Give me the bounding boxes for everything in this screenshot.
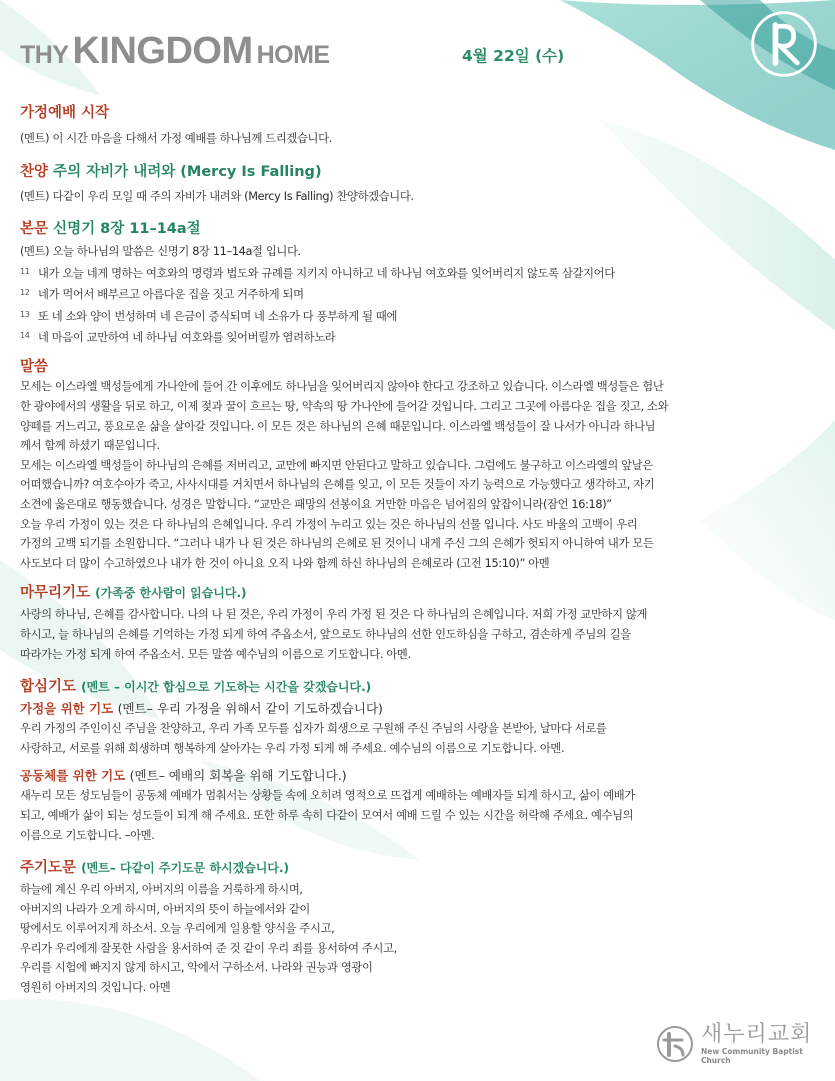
opening-ment: (멘트) 이 시간 마음을 다해서 가정 예배를 하나님께 드리겠습니다. bbox=[20, 132, 332, 145]
sermon-line: 소견에 옳은대로 행동했습니다. 성경은 말합니다. “교만은 패망의 선봉이요 거만한 마음은 넘어짐의 앞잡이니라(잠언 16:18)” bbox=[20, 497, 612, 511]
thy-kingdom-logo-icon bbox=[746, 6, 822, 82]
verse-number: 14 bbox=[20, 331, 30, 340]
joint-prayer-label: 합심기도 bbox=[20, 679, 77, 696]
verse-line bbox=[20, 283, 820, 304]
family-prayer-line: 사랑하고, 서로를 위해 희생하며 행복하게 살아가는 우리 가정 되게 해 주세요. 예수님의 이름으로 기도합니다. 아멘. bbox=[20, 741, 565, 755]
community-prayer-line: 새누리 모든 성도님들이 공동체 예배가 멈춰서는 상황들 속에 오히려 영적으로 뜨겁게 예배하는 예배자들 되게 하시고, 삶이 예배가 bbox=[20, 789, 635, 803]
lords-prayer-label: 주기도문 bbox=[20, 860, 77, 877]
sermon-line: 모세는 이스라엘 백성들이 하나님의 은혜를 저버리고, 교만에 빠지면 안된다고 말하고 있습니다. 그럼에도 불구하고 이스라엘의 앞날은 bbox=[20, 458, 653, 472]
verse-line bbox=[20, 326, 820, 347]
section-heading-lords-prayer bbox=[20, 858, 820, 878]
community-prayer-line: 되고, 예배가 삶이 되는 성도들이 되게 해 주세요. 또한 하루 속히 다같이 모여서 예배 드릴 수 있는 시간을 허락해 주세요. 예수님의 bbox=[20, 808, 634, 822]
church-name-english: New Community Baptist Church bbox=[700, 1047, 803, 1065]
section-heading-closing-prayer bbox=[20, 583, 820, 603]
closing-prayer-label: 마무리기도 bbox=[20, 585, 91, 602]
sermon-line: 사도보다 더 많이 수고하였으나 내가 한 것이 아니요 오직 나와 함께 하신 하나님의 은혜로라 (고전 15:10)” 아멘 bbox=[20, 556, 550, 570]
praise-label: 찬양 bbox=[20, 163, 49, 180]
closing-prayer-line: 사랑의 하나님, 은혜를 감사합니다. 나의 나 된 것은, 우리 가정이 우리 가정 된 것은 다 하나님의 은혜입니다. 저희 가정 교만하지 않게 bbox=[20, 608, 648, 622]
family-prayer-heading bbox=[20, 699, 820, 719]
sermon-line: 모세는 이스라엘 백성들에게 가나안에 들어 간 이후에도 하나님을 잊어버리지 않아야 한다고 강조하고 있습니다. 이스라엘 백성들은 험난 bbox=[20, 380, 664, 394]
verse-line bbox=[20, 262, 820, 283]
praise-song-title: 주의 자비가 내려와 (Mercy Is Falling) bbox=[53, 163, 322, 180]
sermon-line: 양떼를 거느리고, 풍요로운 삶을 살아갈 것입니다. 이 모든 것은 하나님의 은혜 때문입니다. 이스라엘 백성들이 잘 나서가 아니라 하나님 bbox=[20, 419, 656, 433]
scripture-intro: (멘트) 오늘 하나님의 말씀은 신명기 8장 11–14a절 입니다. bbox=[20, 245, 301, 259]
title-word-thy: THY bbox=[20, 41, 69, 69]
title-word-home: HOME bbox=[256, 41, 330, 69]
page-title bbox=[20, 30, 330, 73]
closing-prayer-line: 하시고, 늘 하나님의 은혜를 기억하는 가정 되게 하여 주옵소서, 앞으로도 하나님의 선한 인도하심을 구하고, 겸손하게 주님의 길을 bbox=[20, 627, 631, 641]
section-heading-praise bbox=[20, 162, 820, 182]
church-mark-icon bbox=[655, 1024, 695, 1064]
verse-number: 11 bbox=[20, 266, 30, 276]
sermon-line: 한 광야에서의 생활을 뒤로 하고, 이제 젖과 꿀이 흐르는 땅, 약속의 땅 가나안에 들어갈 것입니다. 그리고 그곳에 아름다운 집을 짓고, 소와 bbox=[20, 400, 669, 413]
community-prayer-label: 공동체를 위한 기도 bbox=[20, 768, 126, 784]
family-prayer-note: (멘트– 우리 가정을 위해서 같이 기도하겠습니다) bbox=[117, 701, 383, 717]
lords-prayer-note: (멘트– 다같이 주기도문 하시겠습니다.) bbox=[81, 861, 290, 876]
community-prayer-heading bbox=[20, 766, 820, 786]
date-label: 4월 22일 (수) bbox=[462, 47, 565, 65]
family-prayer-label: 가정을 위한 기도 bbox=[20, 701, 114, 717]
verse-text: 내가 오늘 네게 명하는 여호와의 명령과 법도와 규례를 지키지 아니하고 네 하나님 여호와를 잊어버리지 않도록 삼갈지어다 bbox=[38, 266, 615, 280]
lords-prayer-line: 하늘에 계신 우리 아버지, 아버지의 이름을 거룩하게 하시며, bbox=[20, 883, 303, 897]
sermon-line: 오늘 우리 가정이 있는 것은 다 하나님의 은혜입니다. 우리 가정이 누리고 있는 것은 하나님의 선물 입니다. 사도 바울의 고백이 우리 bbox=[20, 517, 638, 531]
verse-line bbox=[20, 305, 820, 326]
community-prayer-line: 이름으로 기도합니다. –아멘. bbox=[20, 828, 155, 842]
scripture-reference: 신명기 8장 11–14a절 bbox=[53, 221, 201, 238]
verse-text: 또 네 소와 양이 번성하며 네 은금이 증식되며 네 소유가 다 풍부하게 될 때에 bbox=[38, 309, 398, 323]
lords-prayer-line: 아버지의 나라가 오게 하시며, 아버지의 뜻이 하늘에서와 같이 bbox=[20, 902, 311, 916]
verse-text: 네 마음이 교만하여 네 하나님 여호와를 잊어버릴까 염려하노라 bbox=[38, 331, 336, 344]
section-heading-joint-prayer bbox=[20, 677, 820, 697]
title-word-kingdom: KINGDOM bbox=[72, 30, 253, 72]
lords-prayer-line: 영원히 아버지의 것입니다. 아멘 bbox=[20, 981, 171, 995]
verse-text: 네가 먹어서 배부르고 아름다운 집을 짓고 거주하게 되며 bbox=[38, 288, 304, 302]
closing-prayer-line: 따라가는 가정 되게 하여 주옵소서. 모든 말씀 예수님의 이름으로 기도합니다. 아멘. bbox=[20, 647, 411, 661]
lords-prayer-line: 우리가 우리에게 잘못한 사람을 용서하여 준 것 같이 우리 죄를 용서하여 주시고, bbox=[20, 941, 397, 955]
sermon-line: 어떠했습니까? 여호수아가 죽고, 사사시대를 거치면서 하나님의 은혜를 잊고, 이 모든 것들이 자기 능력으로 가능했다고 생각하고, 자기 bbox=[20, 478, 655, 492]
worship-content bbox=[20, 103, 820, 998]
family-prayer-line: 우리 가정의 주인이신 주님을 찬양하고, 우리 가족 모두를 십자가 희생으로 구원해 주신 주님의 사랑을 본받아, 날마다 서로를 bbox=[20, 722, 607, 736]
verse-number: 12 bbox=[20, 288, 30, 298]
scripture-label: 본문 bbox=[20, 221, 49, 238]
joint-prayer-note: (멘트 – 이시간 합심으로 기도하는 시간을 갖겠습니다.) bbox=[81, 680, 372, 695]
verse-number: 13 bbox=[20, 309, 30, 319]
church-logo bbox=[655, 1023, 835, 1065]
sermon-line: 가정의 고백 되기를 소원합니다. “그러나 내가 나 된 것은 하나님의 은혜로 된 것이니 내게 주신 그의 은혜가 헛되지 아니하여 내가 모든 bbox=[20, 537, 654, 551]
closing-prayer-note: (가족중 한사람이 읽습니다.) bbox=[95, 586, 247, 601]
lords-prayer-line: 우리를 시험에 빠지지 않게 하시고, 악에서 구하소서. 나라와 권능과 영광이 bbox=[20, 961, 373, 975]
community-prayer-note: (멘트– 예배의 회복을 위해 기도합니다.) bbox=[129, 768, 347, 784]
section-heading-scripture bbox=[20, 219, 820, 239]
sermon-line: 께서 함께 하셨기 때문입니다. bbox=[20, 439, 160, 453]
section-heading-sermon: 말씀 bbox=[20, 359, 49, 376]
church-name-korean: 새누리교회 bbox=[700, 1022, 813, 1047]
lords-prayer-line: 땅에서도 이루어지게 하소서. 오늘 우리에게 일용할 양식을 주시고, bbox=[20, 922, 335, 936]
praise-ment: (멘트) 다같이 우리 모일 때 주의 자비가 내려와 (Mercy Is Falling) 찬양하겠습니다. bbox=[20, 189, 414, 203]
section-heading-opening: 가정예배 시작 bbox=[20, 105, 110, 121]
